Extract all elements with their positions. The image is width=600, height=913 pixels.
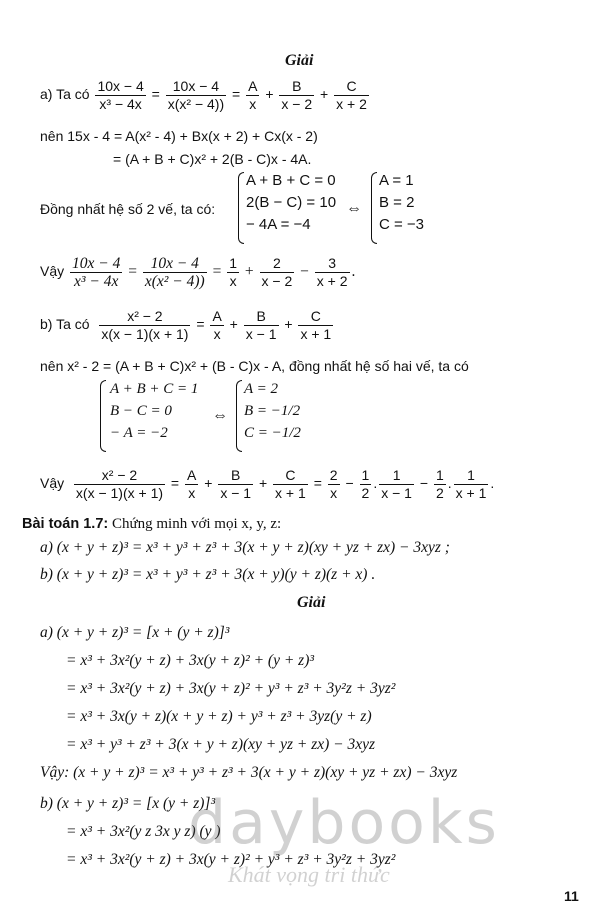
part-a-label: a) Ta có bbox=[40, 86, 90, 103]
fraction: $\frac{B}{x - 1}$ bbox=[220, 467, 252, 501]
part-b-line2: nên x² - 2 = (A + B + C)x² + (B - C)x - A, đồng nhất hệ số hai vế, ta có bbox=[40, 358, 469, 374]
fraction: $\frac{C}{x + 1}$ bbox=[275, 467, 306, 501]
solution-a-line: = x³ + 3x(y + z)(x + y + z) + y³ + z³ + 3yz(y + z) bbox=[66, 708, 372, 725]
fraction: $\frac{2}{x}$ bbox=[329, 467, 338, 501]
fraction: $\frac{A}{x}$ bbox=[248, 78, 258, 112]
fraction: $\frac{B}{x - 1}$ bbox=[245, 308, 277, 342]
solution-a-line: a) (x + y + z)³ = [x + (y + z)]³ bbox=[40, 624, 230, 641]
part-a-line3: = (A + B + C)x² + 2(B - C)x - 4A. bbox=[113, 151, 312, 167]
watermark-logo: daybooks bbox=[188, 788, 500, 858]
problem-text: Chứng minh với mọi x, y, z: bbox=[108, 516, 282, 532]
fraction: $\frac{10x - 4}{\text{x(x² − 4))}}$ bbox=[167, 78, 225, 112]
solution-a-conclusion: Vậy: (x + y + z)³ = x³ + y³ + z³ + 3(x + y + z)(xy + yz + zx) − 3xyz bbox=[40, 764, 458, 781]
page-number: 11 bbox=[564, 888, 579, 904]
fraction: $\frac{3}{x + 2}$ bbox=[316, 255, 348, 289]
equivalence-symbol: ⇔ bbox=[346, 200, 362, 217]
fraction: $\frac{10x - 4}{\text{x³ − 4x}}$ bbox=[97, 78, 144, 112]
section-heading: Giải bbox=[285, 52, 314, 69]
fraction: $\frac{2}{x - 2}$ bbox=[261, 255, 293, 289]
system-left: A + B + C = 0 2(B − C) = 10 − 4A = −4 bbox=[246, 172, 337, 233]
problem-title: Bài toán 1.7: bbox=[22, 516, 109, 532]
fraction: $\frac{1}{x + 1}$ bbox=[455, 467, 487, 501]
fraction: $\frac{10x - 4}{\text{x(x² − 4))}}$ bbox=[144, 255, 205, 290]
fraction: $\frac{1}{2}$ bbox=[361, 467, 370, 501]
system-right: A = 2 B = −1/2 C = −1/2 bbox=[244, 381, 301, 441]
left-brace bbox=[100, 380, 106, 452]
section-heading: Giải bbox=[297, 594, 326, 611]
left-brace bbox=[371, 172, 377, 244]
part-a-equation: a) Ta có $\frac{10x - 4}{\text{x³ − 4x}}$ = $\frac{10x - 4}{\text{x(x² − 4))}}$ = $\frac{A}{x}$ + $\frac{B}{x - 2}$ + $\frac{C}{x + 2}$ bbox=[40, 78, 367, 112]
left-brace bbox=[236, 380, 242, 452]
problem-part-a: a) (x + y + z)³ = x³ + y³ + z³ + 3(x + y + z)(xy + yz + zx) − 3xyz ; bbox=[40, 539, 450, 556]
fraction: $\frac{1}{x}$ bbox=[229, 255, 237, 289]
fraction: $\frac{C}{x + 1}$ bbox=[300, 308, 332, 342]
fraction: $\frac{1}{x - 1}$ bbox=[381, 467, 412, 501]
problem-part-b: b) (x + y + z)³ = x³ + y³ + z³ + 3(x + y)(y + z)(z + x) . bbox=[40, 566, 376, 583]
solution-b-line: = x³ + 3x²(y + z) + 3x(y + z)² + y³ + z³ + 3y²z + 3yz² bbox=[66, 851, 396, 868]
solution-a-line: = x³ + y³ + z³ + 3(x + y + z)(xy + yz + zx) − 3xyz bbox=[66, 736, 376, 753]
part-a-conclusion: Vậy $\frac{10x - 4}{\text{x³ − 4x}}$ = $\frac{10x - 4}{\text{x(x² − 4))}}$ = $\frac{1}{x}$ + $\frac{2}{x - 2}$ − $\frac{3}{x + 2}$ . bbox=[40, 255, 356, 290]
system-right: A = 1 B = 2 C = −3 bbox=[379, 172, 425, 233]
fraction: $\frac{B}{x - 2}$ bbox=[281, 78, 313, 112]
fraction: $\frac{\text{x² − 2}}{x(x - 1)(x + 1)}$ bbox=[101, 308, 189, 342]
part-a-identify-text: Đồng nhất hệ số 2 vế, ta có: bbox=[40, 201, 216, 217]
fraction: $\frac{C}{x + 2}$ bbox=[336, 78, 367, 112]
equivalence-symbol: ⇔ bbox=[212, 407, 228, 424]
fraction: $\frac{\text{x² − 2}}{x(x - 1)(x + 1)}$ bbox=[75, 467, 164, 501]
solution-b-line: = x³ + 3x²(y z 3x y z) (y ) bbox=[66, 823, 221, 840]
fraction: $\frac{A}{x}$ bbox=[212, 308, 222, 342]
part-a-line2: nên 15x - 4 = A(x² - 4) + Bx(x + 2) + Cx(x - 2) bbox=[40, 128, 318, 144]
problem-statement bbox=[22, 515, 281, 533]
watermark-tagline: Khát vọng tri thức bbox=[228, 862, 390, 887]
solution-a-line: = x³ + 3x²(y + z) + 3x(y + z)² + y³ + z³ + 3y²z + 3yz² bbox=[66, 680, 396, 697]
solution-b-line: b) (x + y + z)³ = [x (y + z)]³ bbox=[40, 795, 216, 812]
part-b-equation: b) Ta có $\frac{\text{x² − 2}}{x(x - 1)(x + 1)}$ = $\frac{A}{x}$ + $\frac{B}{x - 1}$ + $\frac{C}{x + 1}$ bbox=[40, 308, 332, 342]
fraction: $\frac{1}{2}$ bbox=[435, 467, 444, 501]
solution-a-line: = x³ + 3x²(y + z) + 3x(y + z)² + (y + z)³ bbox=[66, 652, 315, 669]
part-b-conclusion: Vậy $\frac{\text{x² − 2}}{x(x - 1)(x + 1)}$ = $\frac{A}{x}$ + $\frac{B}{x - 1}$ + $\frac{C}{x + 1}$ = $\frac{2}{x}$ − $\frac{1}{2}$ . $\frac{1}{x - 1}$ − $\frac{1}{2}$ . $\frac{1}{x + 1}$ . bbox=[40, 467, 495, 501]
fraction: $\frac{10x - 4}{\text{x³ − 4x}}$ bbox=[72, 255, 121, 290]
left-brace bbox=[238, 172, 244, 244]
system-left: A + B + C = 1 B − C = 0 − A = −2 bbox=[110, 381, 199, 441]
fraction: $\frac{A}{x}$ bbox=[187, 467, 197, 501]
